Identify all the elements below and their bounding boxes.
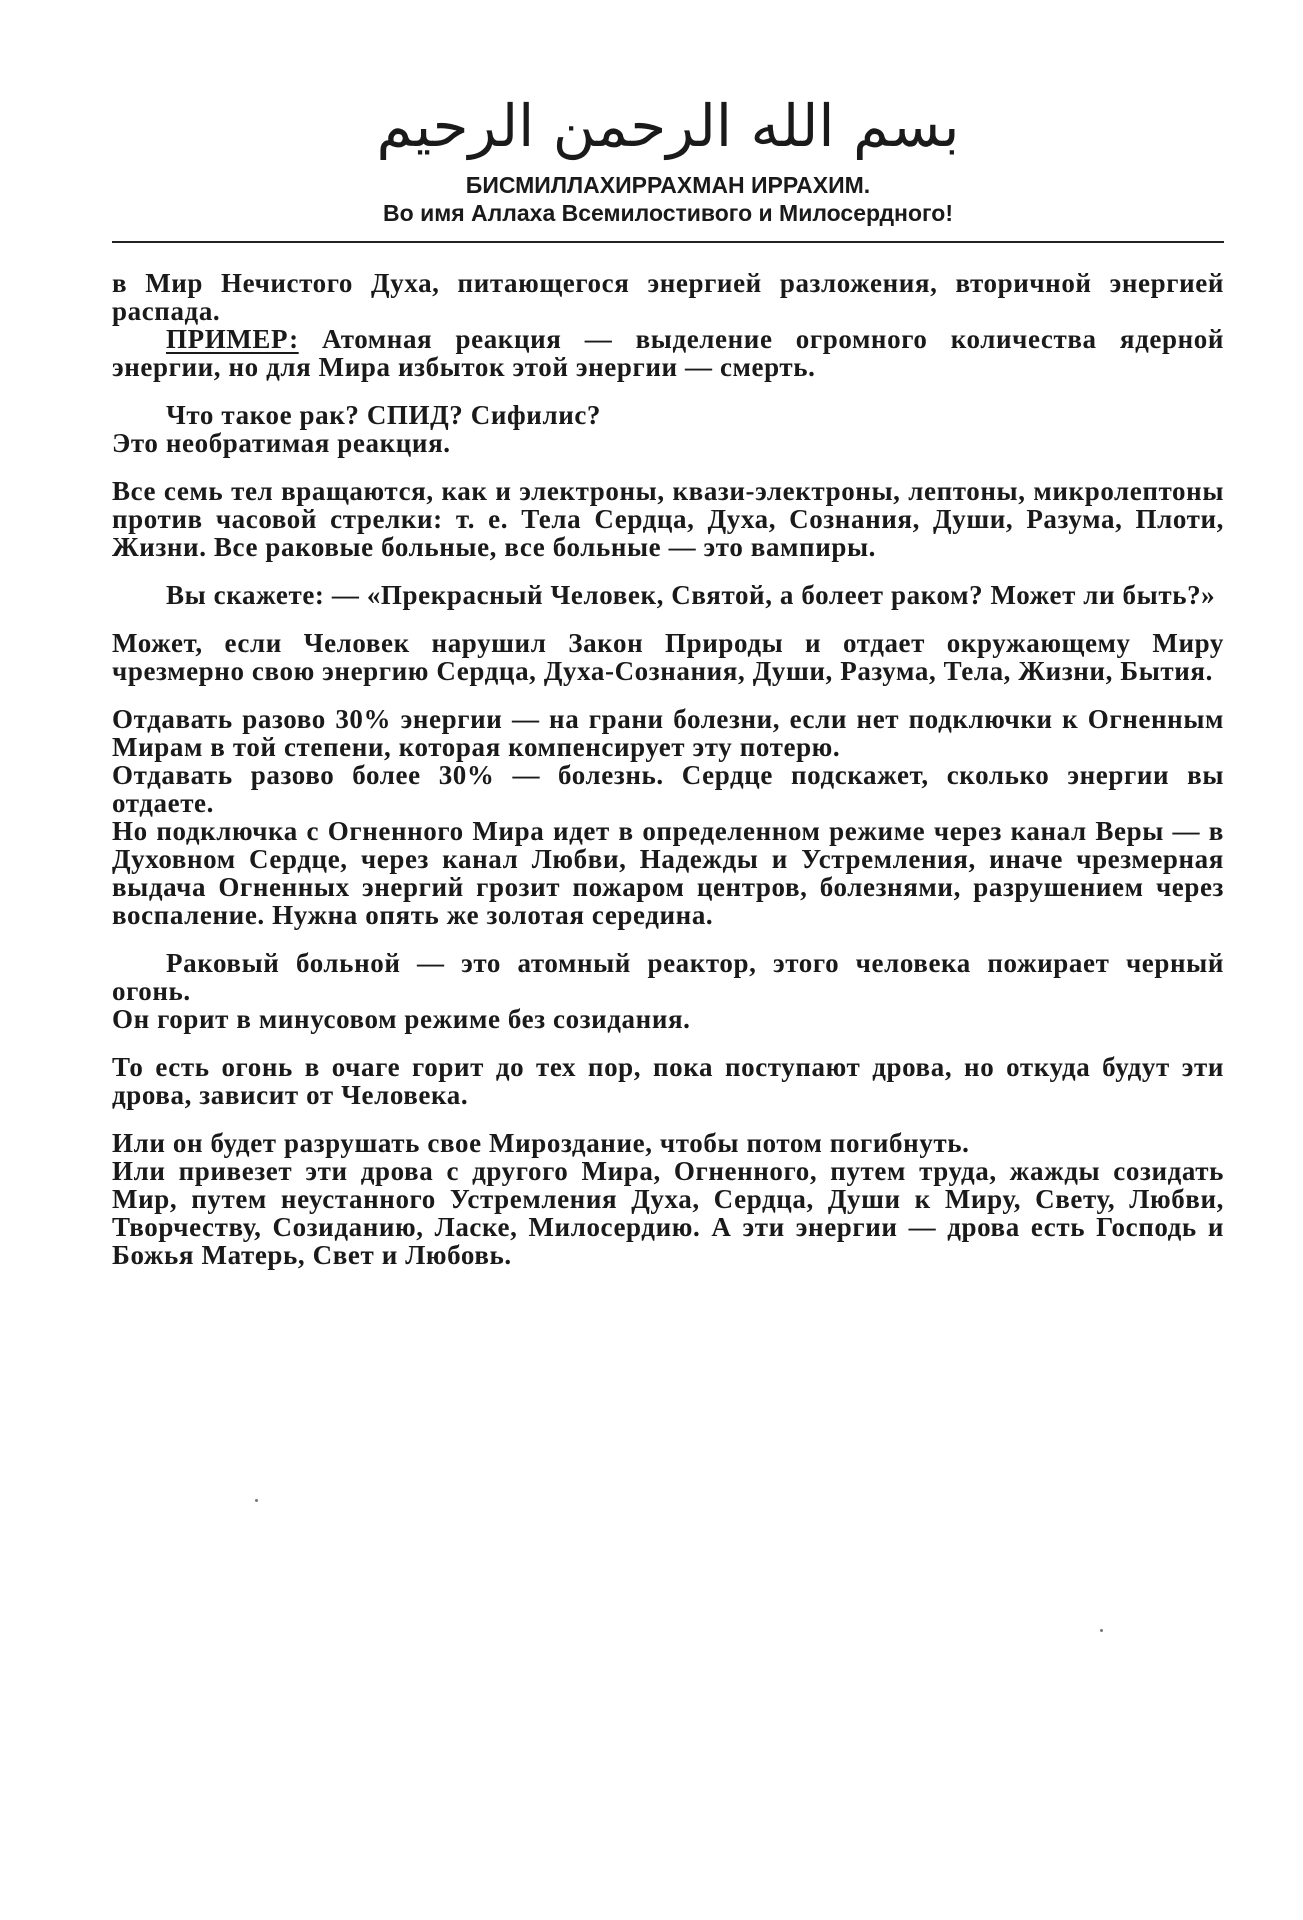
- header-title: БИСМИЛЛАХИРРАХМАН ИРРАХИМ.: [465, 171, 871, 198]
- paragraph-question: Что такое рак? СПИД? Сифилис?: [166, 399, 602, 430]
- paragraph-example: [112, 325, 1224, 381]
- paragraph-hearth: То есть огонь в очаге горит до тех пор, пока поступают дрова, но откуда будут эти дрова, зависит от Человека.: [112, 1051, 1224, 1110]
- paragraph-more-than-thirty: Отдавать разово более 30% — болезнь. Сердце подскажет, сколько энергии вы отдаете.: [112, 759, 1224, 818]
- example-text: Атомная реакция — выделение огромного количества ядерной энергии, но для Мира избыток этой энергии — смерть.: [112, 323, 1224, 382]
- paragraph-1: в Мир Нечистого Духа, питающегося энергией разложения, вторичной энергией распада.: [112, 267, 1224, 326]
- paragraph-maybe: Может, если Человек нарушил Закон Природы и отдает окружающему Миру чрезмерно свою энергию Сердца, Духа-Сознания, Души, Разума, Тела, Жизни, Бытия.: [112, 627, 1224, 686]
- paragraph-destroy: Или он будет разрушать свое Мироздание, чтобы потом погибнуть.: [112, 1127, 970, 1158]
- document-page: [112, 92, 1224, 1270]
- paragraph-bring-wood: Или привезет эти дрова с другого Мира, Огненного, путем труда, жажды созидать Мир, путем неустанного Устремления Духа, Сердца, Души к Миру, Свету, Любви, Творчеству, Созиданию, Ласке, Милосердию. А эти энергии — дрова есть Господь и Божья Матерь, Свет и Любовь.: [112, 1155, 1224, 1270]
- paper-speck: [1100, 1629, 1103, 1632]
- example-label: ПРИМЕР:: [166, 323, 299, 354]
- paragraph-seven-bodies: Все семь тел вращаются, как и электроны, квази-электроны, лептоны, микролептоны против часовой стрелки: т. е. Тела Сердца, Духа, Сознания, Души, Разума, Плоти, Жизни. Все раковые больные, все больные — это вампиры.: [112, 475, 1224, 562]
- paragraph-cancer-patient: Раковый больной — это атомный реактор, этого человека пожирает черный огонь.: [112, 947, 1224, 1006]
- paragraph-answer: Это необратимая реакция.: [112, 427, 451, 458]
- page-header: [112, 92, 1224, 227]
- body-text: [112, 269, 1224, 1269]
- paper-speck: [255, 1499, 258, 1502]
- paragraph-you-say: Вы скажете: — «Прекрасный Человек, Святой, а болеет раком? Может ли быть?»: [166, 579, 1216, 610]
- paragraph-thirty-percent: Отдавать разово 30% энергии — на грани болезни, если нет подключки к Огненным Мирам в той степени, которая компенсирует эту потерю.: [112, 703, 1224, 762]
- paragraph-minus-mode: Он горит в минусовом режиме без созидания.: [112, 1003, 691, 1034]
- paragraph-fire-world: Но подключка с Огненного Мира идет в определенном режиме через канал Веры — в Духовном Сердце, через канал Любви, Надежды и Устремления, иначе чрезмерная выдача Огненных энергий грозит пожаром центров, болезнями, разрушением через воспаление. Нужна опять же золотая середина.: [112, 815, 1224, 930]
- header-subtitle: Во имя Аллаха Всемилостивого и Милосердного!: [383, 199, 953, 226]
- bismillah-calligraphy: بسم الله الرحمن الرحيم: [376, 92, 960, 160]
- header-divider: [112, 241, 1224, 243]
